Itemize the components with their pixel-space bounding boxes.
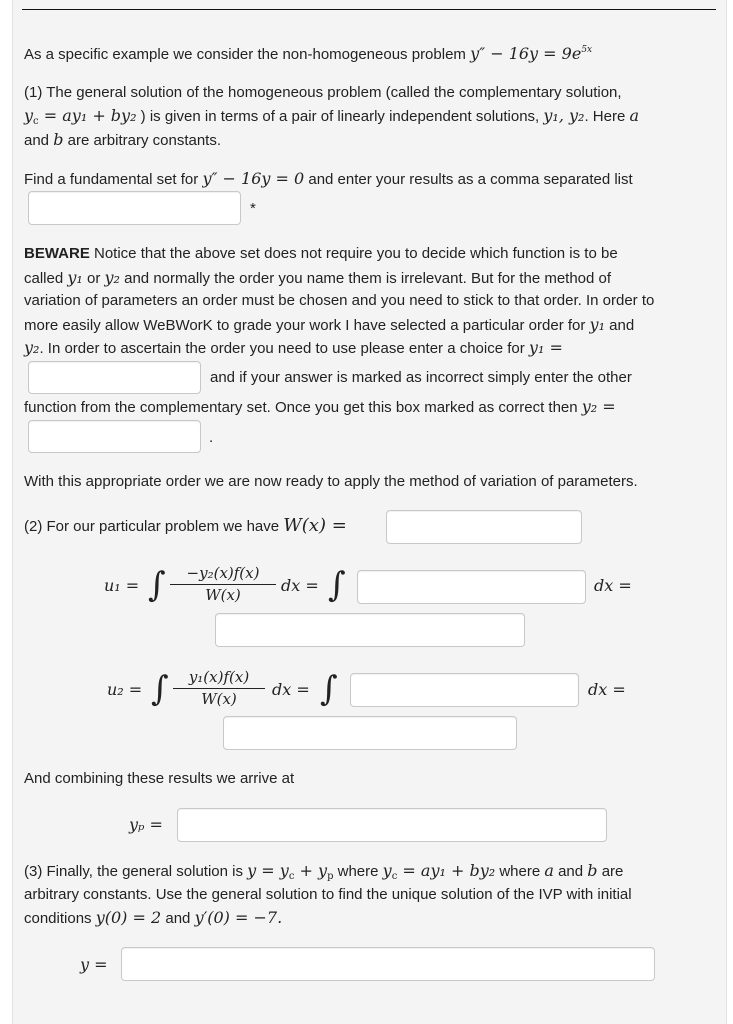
beware-label: BEWARE — [24, 245, 90, 262]
u1-dx-eq2: dx = — [594, 576, 632, 595]
u1-fraction — [170, 563, 276, 605]
beware-line7: function from the complementary set. Once you get this box marked as correct then y₂ = — [24, 397, 616, 416]
wronskian-input[interactable] — [386, 510, 582, 544]
intro-line — [24, 38, 592, 67]
u1-dx-eq: dx = — [281, 576, 319, 595]
required-marker: * — [250, 200, 256, 217]
part3-line3: conditions y(0) = 2 and y′(0) = −7. — [24, 908, 283, 927]
yp-input[interactable] — [177, 808, 607, 842]
integral-sign-icon: ∫ — [320, 669, 338, 709]
intro-equation: $y'' - 16y = 9e^{5x}$ — [470, 44, 593, 63]
top-divider — [22, 9, 716, 10]
u1-numerator: −y₂(x)f(x) — [170, 563, 276, 585]
intro-text: As a specific example we consider the non-homogeneous problem — [24, 46, 466, 63]
u2-fraction — [173, 667, 265, 709]
beware-line3: variation of parameters an order must be chosen and you need to stick to that order. In order to — [24, 292, 655, 309]
part1-line3: and b are arbitrary constants. — [24, 130, 222, 149]
beware-line5: y₂. In order to ascertain the order you need to use please enter a choice for y₁ = — [24, 338, 563, 357]
fundamental-set-prompt: Find a fundamental set for y″ − 16y = 0 and enter your results as a comma separated list — [24, 169, 633, 188]
fundamental-set-input[interactable] — [28, 191, 241, 225]
u2-label: u₂ = — [107, 680, 143, 699]
part3-line2: arbitrary constants. Use the general solution to find the unique solution of the IVP with initial — [24, 886, 632, 903]
y2-choice-input[interactable] — [28, 420, 201, 453]
beware-line4: more easily allow WeBWorK to grade your work I have selected a particular order for y₁ and — [24, 315, 635, 334]
beware-line2: called y₁ or y₂ and normally the order you name them is irrelevant. But for the method of — [24, 268, 612, 287]
part3-line1: (3) Finally, the general solution is $y = y_c + y_p$ where $y_c = ay_1 + by_2$ where a and b are — [24, 861, 624, 882]
part1-line1: (1) The general solution of the homogeneous problem (called the complementary solution, — [24, 84, 622, 101]
y1-choice-input[interactable] — [28, 361, 201, 394]
combining-text: And combining these results we arrive at — [24, 770, 295, 787]
period: . — [209, 429, 214, 446]
part2-prompt: (2) For our particular problem we have W(x) = — [24, 515, 347, 536]
integral-sign-icon: ∫ — [151, 669, 169, 709]
part1-line2: $y_c = ay_1 + by_2$ ) is given in terms of a pair of linearly independent solutions, y₁, y₂. Here a — [24, 106, 640, 127]
u2-dx-eq: dx = — [272, 680, 310, 699]
beware-line6: and if your answer is marked as incorrect simply enter the other — [210, 369, 632, 386]
integral-sign-icon: ∫ — [328, 565, 346, 605]
u2-dx-eq2: dx = — [588, 680, 626, 699]
u2-integrand-input[interactable] — [350, 673, 579, 707]
u2-numerator: y₁(x)f(x) — [173, 667, 265, 689]
beware-line1: BEWARE Notice that the above set does not require you to decide which function is to be — [24, 245, 618, 262]
u1-denominator: W(x) — [205, 586, 241, 604]
integral-sign-icon: ∫ — [148, 565, 166, 605]
order-text: With this appropriate order we are now ready to apply the method of variation of parameters. — [24, 473, 638, 490]
u1-label: u₁ = — [104, 576, 140, 595]
u1-integrand-input[interactable] — [357, 570, 586, 604]
y-label: y = — [80, 955, 108, 974]
u2-denominator: W(x) — [201, 690, 237, 708]
u1-result-input[interactable] — [215, 613, 525, 647]
ivp-solution-input[interactable] — [121, 947, 655, 981]
u2-result-input[interactable] — [223, 716, 517, 750]
yp-label: yₚ = — [129, 815, 163, 834]
